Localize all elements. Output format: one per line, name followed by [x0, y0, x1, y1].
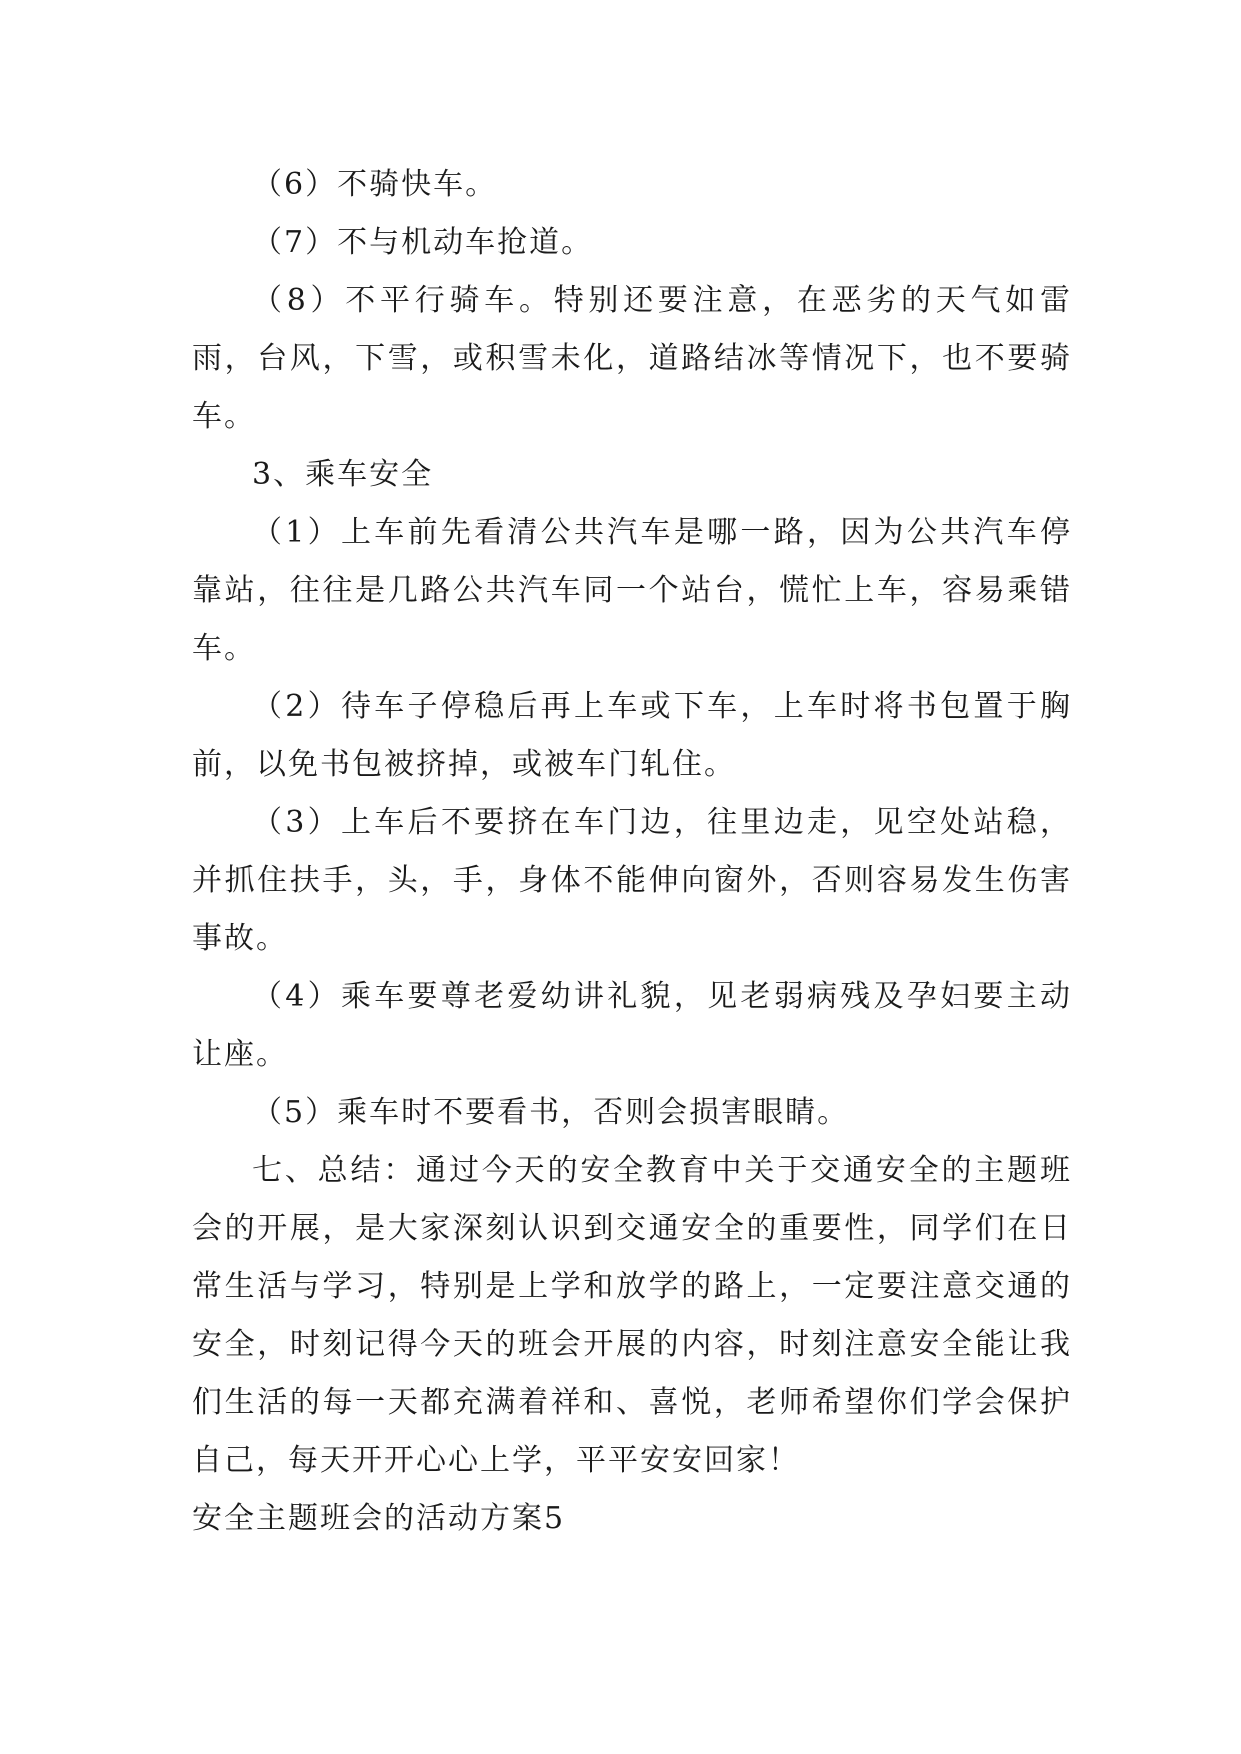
- document-body: [192, 156, 1072, 1548]
- section-title: 安全主题班会的活动方案5: [192, 1501, 566, 1536]
- paragraph-item-8: （8）不平行骑车。特别还要注意，在恶劣的天气如雷雨，台风，下雪，或积雪未化，道路结冰等情况下，也不要骑车。: [192, 283, 1072, 434]
- paragraph-item-6: （6）不骑快车。: [252, 167, 498, 202]
- paragraph-summary: 七、总结：通过今天的安全教育中关于交通安全的主题班会的开展，是大家深刻认识到交通安全的重要性，同学们在日常生活与学习，特别是上学和放学的路上，一定要注意交通的安全，时刻记得今天的班会开展的内容，时刻注意安全能让我们生活的每一天都充满着祥和、喜悦，老师希望你们学会保护自己，每天开开心心上学，平平安安回家！: [192, 1153, 1072, 1478]
- paragraph-riding-3: （3）上车后不要挤在车门边，往里边走，见空处站稳，并抓住扶手，头，手，身体不能伸向窗外，否则容易发生伤害事故。: [192, 805, 1072, 956]
- paragraph-item-7: （7）不与机动车抢道。: [252, 225, 594, 260]
- paragraph-riding-5: （5）乘车时不要看书，否则会损害眼睛。: [252, 1095, 850, 1130]
- paragraph-riding-2: （2）待车子停稳后再上车或下车，上车时将书包置于胸前，以免书包被挤掉，或被车门轧住。: [192, 689, 1072, 782]
- subheading-riding-safety: 3、乘车安全: [252, 457, 434, 492]
- paragraph-riding-4: （4）乘车要尊老爱幼讲礼貌，见老弱病残及孕妇要主动让座。: [192, 979, 1072, 1072]
- paragraph-riding-1: （1）上车前先看清公共汽车是哪一路，因为公共汽车停靠站，往往是几路公共汽车同一个站台，慌忙上车，容易乘错车。: [192, 515, 1072, 666]
